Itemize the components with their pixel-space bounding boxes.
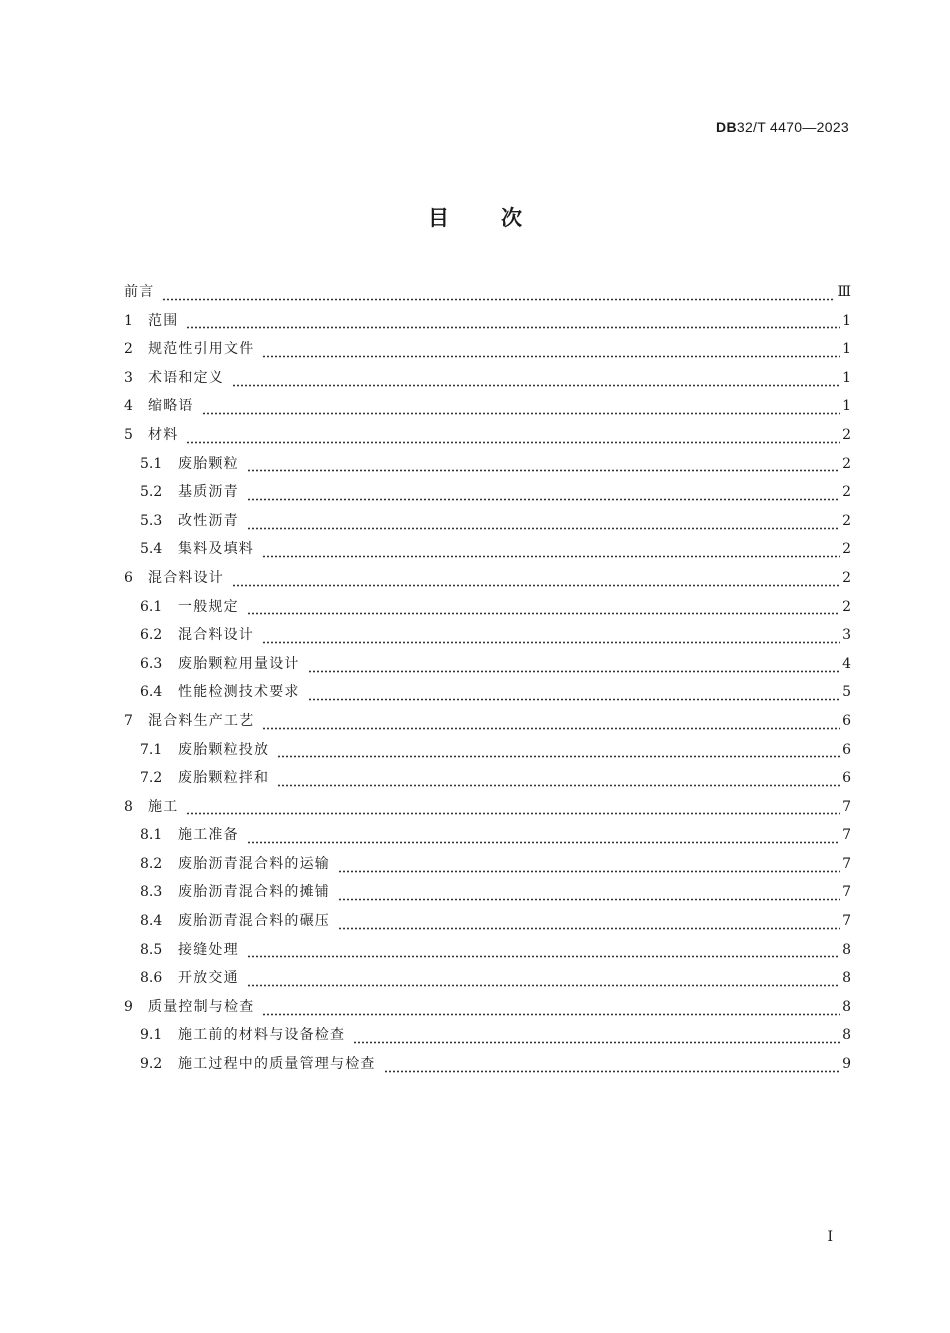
toc-entry[interactable]: [124, 453, 851, 482]
page-title: 目次: [428, 206, 574, 230]
toc-entry-label: 废胎颗粒拌和: [178, 770, 270, 787]
toc-entry-label: 一般规定: [178, 598, 239, 615]
toc-entry-page: 8: [842, 998, 851, 1015]
toc-entry-number: 5.2: [140, 484, 163, 501]
toc-dot-leader: [247, 955, 840, 958]
toc-entry[interactable]: [124, 1053, 851, 1082]
toc-entry-page: 7: [842, 798, 851, 815]
toc-entry-number: 8.6: [140, 970, 163, 987]
toc-entry-page: 2: [842, 455, 851, 472]
toc-dot-leader: [262, 1013, 840, 1016]
toc-entry-page: 8: [842, 1027, 851, 1044]
toc-entry-number: 2: [124, 341, 133, 358]
toc-dot-leader: [353, 1041, 840, 1044]
toc-entry-number: 3: [124, 369, 133, 386]
toc-entry-number: 8.2: [140, 855, 163, 872]
toc-dot-leader: [247, 841, 840, 844]
toc-entry[interactable]: [124, 310, 851, 339]
toc-dot-leader: [338, 870, 840, 873]
toc-entry[interactable]: [124, 367, 851, 396]
toc-entry-label: 前言: [124, 284, 155, 300]
toc-entry[interactable]: [124, 767, 851, 796]
toc-entry-label: 混合料生产工艺: [148, 712, 255, 729]
toc-entry[interactable]: [124, 424, 851, 453]
toc-entry[interactable]: [124, 567, 851, 596]
toc-entry-label: 性能检测技术要求: [178, 684, 300, 701]
toc-entry-page: 7: [842, 827, 851, 844]
toc-entry-label: 废胎颗粒: [178, 455, 239, 472]
standard-code: [716, 119, 849, 135]
toc-dot-leader: [247, 469, 840, 472]
toc-entry-page: 5: [842, 684, 851, 701]
toc-dot-leader: [186, 326, 840, 329]
toc-entry-label: 术语和定义: [148, 369, 224, 386]
toc-entry-number: 8: [124, 798, 133, 815]
toc-entry[interactable]: [124, 281, 851, 310]
toc-entry-page: Ⅲ: [837, 284, 851, 300]
toc-entry-page: 2: [842, 569, 851, 586]
toc-dot-leader: [232, 584, 840, 587]
toc-entry-number: 9.2: [140, 1056, 163, 1073]
toc-dot-leader: [338, 898, 840, 901]
toc-entry-label: 废胎颗粒用量设计: [178, 655, 300, 672]
toc-entry-label: 开放交通: [178, 970, 239, 987]
toc-entry-label: 基质沥青: [178, 484, 239, 501]
toc-dot-leader: [247, 612, 840, 615]
toc-entry[interactable]: [124, 395, 851, 424]
toc-entry-page: 6: [842, 712, 851, 729]
toc-entry-page: 7: [842, 855, 851, 872]
toc-entry[interactable]: [124, 796, 851, 825]
toc-entry-page: 7: [842, 884, 851, 901]
toc-dot-leader: [232, 384, 840, 387]
toc-entry[interactable]: [124, 996, 851, 1025]
toc-entry-number: 9.1: [140, 1027, 163, 1044]
toc-entry-label: 混合料设计: [178, 627, 254, 644]
toc-entry-page: 1: [842, 341, 851, 358]
toc-entry-page: 4: [842, 655, 851, 672]
toc-dot-leader: [186, 441, 840, 444]
toc-entry[interactable]: [124, 481, 851, 510]
toc-entry-page: 9: [842, 1056, 851, 1073]
toc-entry[interactable]: [124, 739, 851, 768]
toc-entry-number: 5.4: [140, 541, 163, 558]
toc-dot-leader: [202, 412, 840, 415]
toc-dot-leader: [262, 555, 840, 558]
toc-entry-number: 7.1: [140, 741, 163, 758]
toc-dot-leader: [247, 527, 840, 530]
toc-entry-number: 7: [124, 712, 133, 729]
toc-entry-label: 接缝处理: [178, 941, 239, 958]
toc-entry-page: 1: [842, 312, 851, 329]
toc-entry-number: 7.2: [140, 770, 163, 787]
toc-entry[interactable]: [124, 510, 851, 539]
toc-entry[interactable]: [124, 653, 851, 682]
toc-entry-label: 规范性引用文件: [148, 341, 255, 358]
toc-entry[interactable]: [124, 881, 851, 910]
toc-dot-leader: [338, 927, 840, 930]
toc-entry-number: 9: [124, 998, 133, 1015]
toc-entry[interactable]: [124, 681, 851, 710]
toc-entry-page: 6: [842, 741, 851, 758]
toc-entry-number: 4: [124, 398, 133, 415]
standard-prefix: DB: [716, 119, 737, 135]
toc-dot-leader: [247, 498, 840, 501]
toc-dot-leader: [262, 355, 840, 358]
toc-entry-number: 1: [124, 312, 133, 329]
toc-entry-label: 集料及填料: [178, 541, 254, 558]
toc-entry-page: 1: [842, 369, 851, 386]
toc-entry-label: 材料: [148, 426, 179, 443]
toc-entry-number: 6.3: [140, 655, 163, 672]
toc-entry-label: 质量控制与检查: [148, 998, 255, 1015]
toc-dot-leader: [186, 812, 840, 815]
toc-dot-leader: [262, 641, 840, 644]
toc-entry-page: 7: [842, 913, 851, 930]
toc-entry[interactable]: [124, 910, 851, 939]
toc-dot-leader: [384, 1070, 840, 1073]
toc-entry[interactable]: [124, 824, 851, 853]
toc-dot-leader: [277, 784, 840, 787]
toc-entry-page: 2: [842, 598, 851, 615]
toc-dot-leader: [308, 698, 840, 701]
toc-entry[interactable]: [124, 710, 851, 739]
toc-dot-leader: [247, 984, 840, 987]
toc-entry-number: 8.1: [140, 827, 163, 844]
toc-entry-label: 施工: [148, 798, 179, 815]
toc-entry-page: 2: [842, 484, 851, 501]
toc-entry-number: 6.1: [140, 598, 163, 615]
toc-entry-page: 8: [842, 970, 851, 987]
toc-entry-page: 2: [842, 426, 851, 443]
toc-entry[interactable]: [124, 596, 851, 625]
toc-dot-leader: [308, 670, 840, 673]
footer-page-number: I: [827, 1229, 833, 1245]
toc-entry-number: 8.5: [140, 941, 163, 958]
toc-entry-page: 1: [842, 398, 851, 415]
toc-dot-leader: [262, 727, 840, 730]
toc-entry-label: 废胎沥青混合料的摊铺: [178, 884, 330, 901]
toc-entry[interactable]: [124, 1024, 851, 1053]
toc-entry-number: 6.4: [140, 684, 163, 701]
toc-entry-number: 6.2: [140, 627, 163, 644]
toc-dot-leader: [277, 755, 840, 758]
toc-entry-label: 废胎沥青混合料的碾压: [178, 913, 330, 930]
toc-entry-label: 改性沥青: [178, 512, 239, 529]
toc-entry-page: 2: [842, 541, 851, 558]
toc-entry-label: 废胎颗粒投放: [178, 741, 270, 758]
toc-entry-label: 施工过程中的质量管理与检查: [178, 1056, 376, 1073]
toc-entry-number: 8.3: [140, 884, 163, 901]
toc-entry-number: 5.1: [140, 455, 163, 472]
toc-entry-page: 8: [842, 941, 851, 958]
toc-entry[interactable]: [124, 338, 851, 367]
toc-entry-number: 5.3: [140, 512, 163, 529]
toc-entry-number: 8.4: [140, 913, 163, 930]
toc-entry-label: 缩略语: [148, 398, 194, 415]
table-of-contents: [124, 281, 851, 1082]
toc-dot-leader: [162, 298, 835, 301]
toc-entry[interactable]: [124, 967, 851, 996]
toc-entry-number: 5: [124, 426, 133, 443]
toc-entry[interactable]: [124, 939, 851, 968]
toc-entry-page: 3: [842, 627, 851, 644]
toc-entry-number: 6: [124, 569, 133, 586]
toc-entry-page: 6: [842, 770, 851, 787]
toc-entry-label: 施工前的材料与设备检查: [178, 1027, 346, 1044]
toc-entry-label: 施工准备: [178, 827, 239, 844]
toc-entry-label: 废胎沥青混合料的运输: [178, 855, 330, 872]
standard-number: 32/T 4470—2023: [736, 119, 849, 135]
toc-entry-page: 2: [842, 512, 851, 529]
toc-entry[interactable]: [124, 624, 851, 653]
toc-entry[interactable]: [124, 853, 851, 882]
toc-entry[interactable]: [124, 538, 851, 567]
toc-entry-label: 混合料设计: [148, 569, 224, 586]
toc-entry-label: 范围: [148, 312, 179, 329]
